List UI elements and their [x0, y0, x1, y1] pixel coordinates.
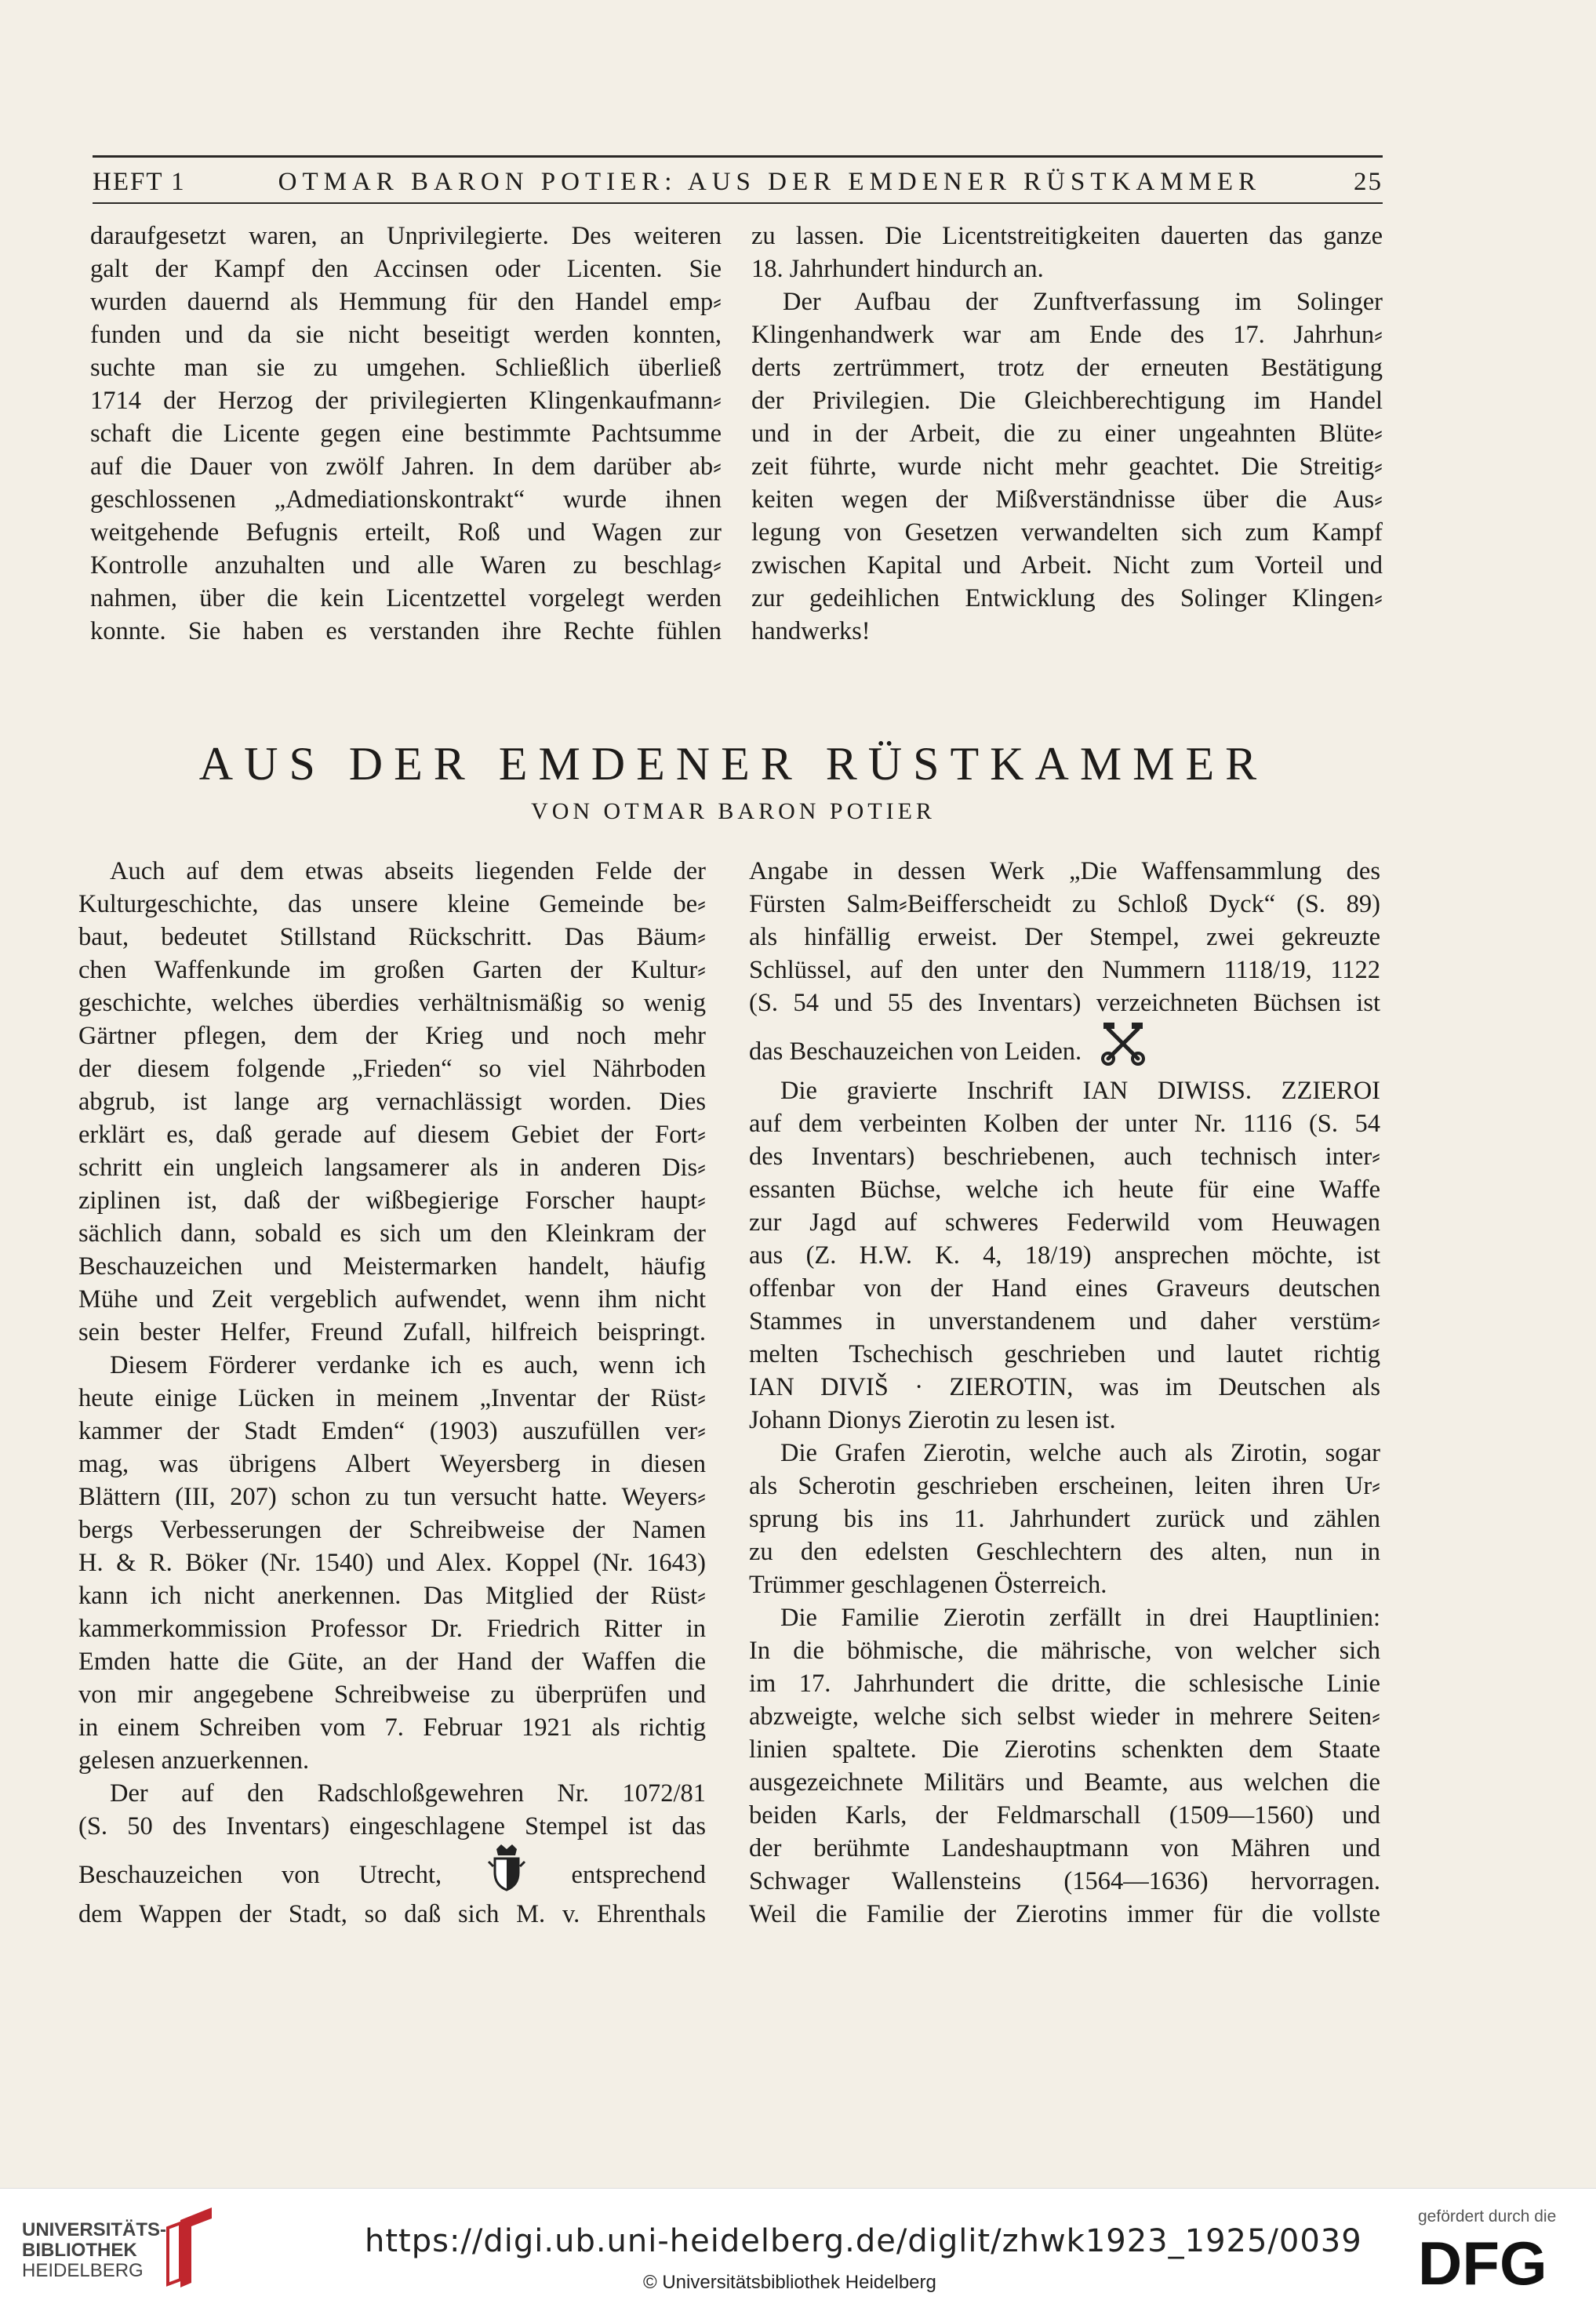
text-line: abzweigte, welche sich selbst wieder in mehrere Seiten⸗ [749, 1702, 1380, 1731]
text-line: Klingenhandwerk war am Ende des 17. Jahrhun⸗ [751, 321, 1383, 349]
text-line: legung von Gesetzen verwandelten sich zum Kampf [751, 518, 1383, 547]
copyright-notice: © Universitätsbibliothek Heidelberg [643, 2272, 936, 2293]
text-line: H. & R. Böker (Nr. 1540) und Alex. Koppel (Nr. 1643) [78, 1549, 706, 1577]
text-line: beiden Karls, der Feldmarschall (1509—1560) und [749, 1801, 1380, 1830]
text-line: Der Aufbau der Zunftverfassung im Solinger [783, 288, 1383, 316]
text-line: gelesen anzuerkennen. [78, 1746, 310, 1775]
text-line: konnte. Sie haben es verstanden ihre Rechte fühlen [90, 617, 722, 645]
text-line: 18. Jahrhundert hindurch an. [751, 255, 1044, 283]
text-line: ausgezeichnete Militärs und Beamte, aus welchen die [749, 1768, 1380, 1797]
text-line: geschichte, welches überdies verhältnismäßig so wenig [78, 989, 706, 1017]
article-title: AUS DER EMDENER RÜSTKAMMER [198, 738, 1268, 790]
text-line: kammer der Stadt Emden“ (1903) auszufüllen ver⸗ [78, 1417, 706, 1445]
text-line: und in der Arbeit, die zu einer ungeahnten Blüte⸗ [751, 420, 1383, 448]
text-line: aus (Z. H.W. K. 4, 18/19) ansprechen möchte, ist [749, 1241, 1380, 1270]
running-head [93, 168, 1383, 197]
logo-line-2: BIBLIOTHEK [22, 2240, 137, 2261]
library-footer [0, 2188, 1596, 2311]
text-line: Schlüssel, auf den unter den Nummern 1118/19, 1122 [749, 956, 1380, 984]
text-line: Beschauzeichen und Meistermarken handelt, häufig [78, 1252, 706, 1281]
previous-article-right-column [751, 220, 1383, 648]
text-line: IAN DIVIŠ · ZIEROTIN, was im Deutschen als [749, 1373, 1380, 1401]
text-line: geschlossenen „Admediationskontrakt“ wurde ihnen [90, 485, 722, 514]
text-line: weitgehende Befugnis erteilt, Roß und Wagen zur [90, 518, 722, 547]
text-line: Mühe und Zeit vergeblich aufwendet, wenn ihm nicht [78, 1285, 706, 1314]
text-line: kammerkommission Professor Dr. Friedrich Ritter in [78, 1615, 706, 1643]
dfg-logo-icon [1418, 2234, 1575, 2295]
text-line: Kontrolle anzuhalten und alle Waren zu beschlag⸗ [90, 551, 722, 580]
previous-article-left-column [90, 220, 722, 648]
text-line: Emden hatte die Güte, an der Hand der Waffen die [78, 1648, 706, 1676]
permalink-url[interactable]: https://digi.ub.uni-heidelberg.de/diglit/zhwk1923_1925/0039 [365, 2223, 1362, 2259]
text-line: Johann Dionys Zierotin zu lesen ist. [749, 1406, 1116, 1434]
text-line: zur gedeihlichen Entwicklung des Solinger Klingen⸗ [751, 584, 1383, 612]
text-line: Blättern (III, 207) schon zu tun versucht hatte. Weyers⸗ [78, 1483, 706, 1511]
text-line: sprung bis ins 11. Jahrhundert zurück und zählen [749, 1505, 1380, 1533]
article-byline: VON OTMAR BARON POTIER [531, 798, 936, 824]
text-line: In die böhmische, die mährische, von welcher sich [749, 1637, 1380, 1665]
text-line: Diesem Förderer verdanke ich es auch, wenn ich [110, 1351, 706, 1379]
text-line: 1714 der Herzog der privilegierten Klingenkaufmann⸗ [90, 387, 722, 415]
text-line: baut, bedeutet Stillstand Rückschritt. Das Bäum⸗ [78, 923, 706, 951]
leiden-mark-line [749, 1019, 1380, 1074]
text-line: mag, was übrigens Albert Weyersberg in diesen [78, 1450, 706, 1478]
text-line: kann ich nicht anerkennen. Das Mitglied der Rüst⸗ [78, 1582, 706, 1610]
text-line: chen Waffenkunde im großen Garten der Kultur⸗ [78, 956, 706, 984]
text-line: Fürsten Salm⸗Beifferscheidt zu Schloß Dyck“ (S. 89) [749, 890, 1380, 918]
svg-text:DFG: DFG [1418, 2234, 1547, 2291]
text-line: Die Familie Zierotin zerfällt in drei Hauptlinien: [780, 1604, 1380, 1632]
text-line: (S. 50 des Inventars) eingeschlagene Stempel ist das [78, 1812, 706, 1840]
text-line: handwerks! [751, 617, 871, 645]
text-line: Die Grafen Zierotin, welche auch als Zirotin, sogar [780, 1439, 1380, 1467]
logo-line-1: UNIVERSITÄTS- [22, 2219, 167, 2240]
utrecht-shield-icon [481, 1843, 533, 1898]
text-line: sein bester Helfer, Freund Zufall, hilfreich beispringt. [78, 1318, 706, 1346]
text-line: sächlich dann, sobald es sich um den Kleinkram der [78, 1219, 706, 1248]
text-line: zur Jagd auf schweres Federwild vom Heuwagen [749, 1208, 1380, 1237]
text-line: Der auf den Radschloßgewehren Nr. 1072/81 [110, 1779, 706, 1808]
leiden-crossed-keys-icon [1099, 1019, 1147, 1074]
text-line: offenbar von der Hand eines Graveurs deutschen [749, 1274, 1380, 1303]
text-line: Die gravierte Inschrift IAN DIWISS. ZZIEROI [780, 1077, 1380, 1105]
logo-line-3: HEIDELBERG [22, 2260, 144, 2281]
text-line: funden und da sie nicht beseitigt werden konnten, [90, 321, 722, 349]
library-logo-text [22, 2220, 166, 2281]
text-line: Kulturgeschichte, das unsere kleine Gemeinde be⸗ [78, 890, 706, 918]
library-logo-icon [157, 2204, 220, 2295]
text-line: derts zertrümmert, trotz der erneuten Bestätigung [751, 354, 1383, 382]
text-line: galt der Kampf den Accinsen oder Licenten. Sie [90, 255, 722, 283]
text-line: Weil die Familie der Zierotins immer für die vollste [749, 1900, 1380, 1928]
text-line: des Inventars) beschriebenen, auch technisch inter⸗ [749, 1143, 1380, 1171]
text-line: heute einige Lücken in meinem „Inventar der Rüst⸗ [78, 1384, 706, 1412]
text-line: (S. 54 und 55 des Inventars) verzeichneten Büchsen ist [749, 989, 1380, 1017]
text-line: Auch auf dem etwas abseits liegenden Felde der [110, 857, 706, 885]
text-line: wurden dauernd als Hemmung für den Handel emp⸗ [90, 288, 722, 316]
utrecht-mark-line [78, 1843, 706, 1898]
text-line: zu lassen. Die Licentstreitigkeiten dauerten das ganze [751, 222, 1383, 250]
page-number: 25 [1353, 168, 1383, 196]
text-line: von mir angegebene Schreibweise zu überprüfen und [78, 1681, 706, 1709]
text-line: auf die Dauer von zwölf Jahren. In dem darüber ab⸗ [90, 452, 722, 481]
text-line: Schwager Wallensteins (1564—1636) hervorragen. [749, 1867, 1380, 1895]
text-line: zu den edelsten Geschlechtern des alten, nun in [749, 1538, 1380, 1566]
text-line: in einem Schreiben vom 7. Februar 1921 als richtig [78, 1713, 706, 1742]
text-line: auf dem verbeinten Kolben der unter Nr. 1116 (S. 54 [749, 1110, 1380, 1138]
text-line: bergs Verbesserungen der Schreibweise der Namen [78, 1516, 706, 1544]
text-line: abgrub, ist lange arg vernachlässigt worden. Dies [78, 1088, 706, 1116]
text-line: erklärt es, daß gerade auf diesem Gebiet der Fort⸗ [78, 1121, 706, 1149]
text-line: schritt ein ungleich langsamerer als in anderen Dis⸗ [78, 1154, 706, 1182]
article-right-column [749, 855, 1380, 1931]
text-line: suchte man sie zu umgehen. Schließlich überließ [90, 354, 722, 382]
article-left-column [78, 855, 706, 1931]
text-line: Gärtner pflegen, dem der Krieg und noch mehr [78, 1022, 706, 1050]
header-top-rule [93, 155, 1383, 158]
text-line: der berühmte Landeshauptmann von Mähren und [749, 1834, 1380, 1862]
utrecht-text-before: Beschauzeichen von Utrecht, [78, 1860, 442, 1889]
text-line: keiten wegen der Mißverständnisse über die Aus⸗ [751, 485, 1383, 514]
text-line: als Scherotin geschrieben erscheinen, leiten ihren Ur⸗ [749, 1472, 1380, 1500]
text-line: daraufgesetzt waren, an Unprivilegierte. Des weiteren [90, 222, 722, 250]
text-line: linien spaltete. Die Zierotins schenkten dem Staate [749, 1735, 1380, 1764]
issue-label: HEFT 1 [93, 168, 186, 196]
utrecht-text-after: entsprechend [571, 1860, 706, 1889]
header-bottom-rule [93, 202, 1383, 204]
text-line: der diesem folgende „Frieden“ so viel Nährboden [78, 1055, 706, 1083]
text-line: Stammes in unverstandenem und daher verstüm⸗ [749, 1307, 1380, 1335]
text-line: essanten Büchse, welche ich heute für eine Waffe [749, 1175, 1380, 1204]
text-line: der Privilegien. Die Gleichberechtigung im Handel [751, 387, 1383, 415]
leiden-text: das Beschauzeichen von Leiden. [749, 1037, 1082, 1066]
funding-note: gefördert durch die [1418, 2207, 1557, 2226]
text-line: ziplinen ist, daß der wißbegierige Forscher haupt⸗ [78, 1186, 706, 1215]
text-line: Trümmer geschlagenen Österreich. [749, 1571, 1107, 1599]
text-line: zwischen Kapital und Arbeit. Nicht zum Vorteil und [751, 551, 1383, 580]
text-line: nahmen, über die kein Licentzettel vorgelegt werden [90, 584, 722, 612]
text-line: melten Tschechisch geschrieben und lautet richtig [749, 1340, 1380, 1368]
article-left-last-line: dem Wappen der Stadt, so daß sich M. v. Ehrenthals [78, 1900, 706, 1928]
text-line: Angabe in dessen Werk „Die Waffensammlung des [749, 857, 1380, 885]
text-line: zeit führte, wurde nicht mehr geachtet. Die Streitig⸗ [751, 452, 1383, 481]
running-title: OTMAR BARON POTIER: AUS DER EMDENER RÜSTKAMMER [278, 168, 1262, 196]
text-line: im 17. Jahrhundert die dritte, die schlesische Linie [749, 1670, 1380, 1698]
text-line: schaft die Licente gegen eine bestimmte Pachtsumme [90, 420, 722, 448]
text-line: als hinfällig erweist. Der Stempel, zwei gekreuzte [749, 923, 1380, 951]
